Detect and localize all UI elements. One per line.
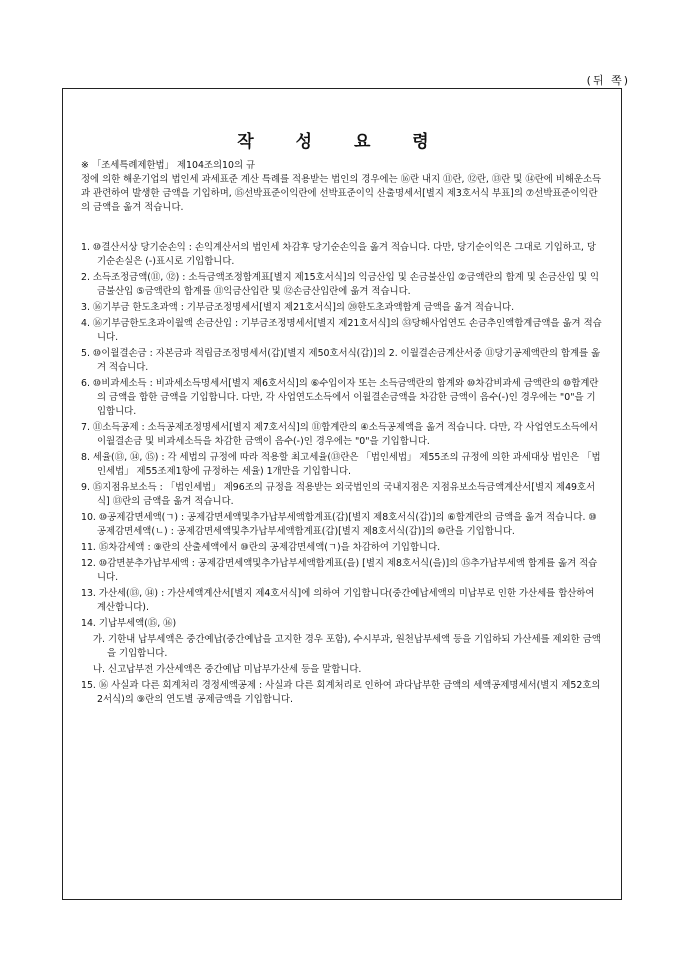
intro-line-2: 정에 의한 해운기업의 법인세 과세표준 계산 특례를 적용받는 법인의 경우에는 ⑯란 내지 ⑪란, ⑫란, ⑬란 및 ⑭란에 비해운소득과 관련하여 발생한 금액을 기입하며, ⑮선박표준이익란에 선박표준이익 산출명세서[별지 제3호서식 부표]의 ⑦선박표준이익란의 금액을 옮겨 적습니다.	[81, 174, 602, 213]
instruction-item: 13. 가산세(⑬, ⑭) : 가산세액계산서[별지 제4호서식]에 의하여 기입합니다(중간예납세액의 미납부로 인한 가산세를 합산하여 계산합니다).	[81, 588, 595, 613]
document-frame	[62, 88, 622, 900]
instruction-item: 9. ⑮지점유보소득 : 「법인세법」 제96조의 규정을 적용받는 외국법인의 국내지점은 지점유보소득금액계산서[별지 제49호서식] ⑬란의 금액을 옮겨 적습니다.	[81, 482, 596, 507]
back-page-label: (뒤 쪽)	[586, 74, 630, 87]
instruction-item: 15. ⑯ 사실과 다른 회계처리 경정세액공제 : 사실과 다른 회계처리로 인하여 과다납부한 금액의 세액공제명세서(별지 제52호의2서식)의 ⑨란의 연도별 공제금액을 기입합니다.	[81, 680, 601, 705]
instruction-item: 2. 소득조정금액(⑪, ⑫) : 소득금액조정합계표[별지 제15호서식]의 익금산입 및 손금불산입 ②금액란의 합계 및 손금산입 및 익금불산입 ⑤금액란의 합계를 ⑪익금산입란 및 ⑫손금산입란에 옮겨 적습니다.	[81, 272, 600, 297]
instruction-item: 10. ⑩공제감면세액(ㄱ) : 공제감면세액및추가납부세액합계표(갑)[별지 제8호서식(갑)]의 ⑥합계란의 금액을 옮겨 적습니다. ⑩공제감면세액(ㄴ) : 공제감면세액및추가납부세액합계표(갑)[별지 제8호서식(갑)]의 ⑩란을 기입합니다.	[81, 512, 597, 537]
instruction-item: 3. ⑯기부금 한도초과액 : 기부금조정명세서[별지 제21호서식]의 ⑳한도초과액합계 금액을 옮겨 적습니다.	[81, 302, 515, 313]
intro-line-1: ※ 「조세특례제한법」 제104조의10의 규	[81, 160, 256, 171]
instruction-item: 7. ⑪소득공제 : 소득공제조정명세서[별지 제7호서식]의 ⑪합계란의 ④소득공제액을 옮겨 적습니다. 다만, 각 사업연도소득에서 이월결손금 및 비과세소득을 차감한 금액이 음수(-)인 경우에는 "0"을 기입합니다.	[81, 422, 598, 447]
instruction-item: 12. ⑩감면분추가납부세액 : 공제감면세액및추가납부세액합계표(을) [별지 제8호서식(을)]의 ⑮추가납부세액 합계를 옮겨 적습니다.	[81, 558, 598, 583]
instruction-list	[81, 241, 603, 709]
instruction-item: 11. ⑮차감세액 : ⑨란의 산출세액에서 ⑩란의 공제감면세액(ㄱ)을 차감하여 기입합니다.	[81, 542, 441, 553]
document-title: 작 성 요 령	[237, 132, 447, 152]
intro-note	[81, 159, 603, 215]
instruction-item: 4. ⑯기부금한도초과이월액 손금산입 : 기부금조정명세서[별지 제21호서식]의 ㉝당해사업연도 손금추인액합계금액을 옮겨 적습니다.	[81, 318, 602, 343]
instruction-item: 8. 세율(⑬, ⑭, ⑮) : 각 세법의 규정에 따라 적용할 최고세율(⑬란은 「법인세법」 제55조의 규정에 의한 과세대상 법인은 「법인세법」 제55조제1항에 규정하는 세율) 1개만을 기입합니다.	[81, 452, 601, 477]
instruction-subitem: 가. 기한내 납부세액은 중간예납(중간예납을 고지한 경우 포함), 수시부과, 원천납부세액 등을 기입하되 가산세를 제외한 금액을 기입합니다.	[93, 634, 601, 659]
instruction-item: 5. ⑩이월결손금 : 자본금과 적립금조정명세서(갑)[별지 제50호서식(갑)]의 2. 이월결손금계산서중 ⑪당기공제액란의 합계를 옮겨 적습니다.	[81, 348, 601, 373]
instruction-subitem: 나. 신고납부전 가산세액은 중간예납 미납부가산세 등을 말합니다.	[93, 664, 362, 675]
instruction-item: 1. ⑩결산서상 당기순손익 : 손익계산서의 법인세 차감후 당기순손익을 옮겨 적습니다. 다만, 당기순이익은 그대로 기입하고, 당기순손실은 (-)표시로 기입합니다.	[81, 242, 596, 267]
instruction-item: 14. 기납부세액(⑮, ⑯)	[81, 618, 177, 629]
instruction-item: 6. ⑩비과세소득 : 비과세소득명세서[별지 제6호서식]의 ⑥수입이자 또는 소득금액란의 합계와 ⑩차감비과세 금액란의 ⑩합계란의 금액을 합한 금액을 기입합니다. 다만, 각 사업연도소득에서 이월결손금액을 차감한 금액이 음수(-)인 경우에는 "0"을 기입합니다.	[81, 378, 599, 417]
